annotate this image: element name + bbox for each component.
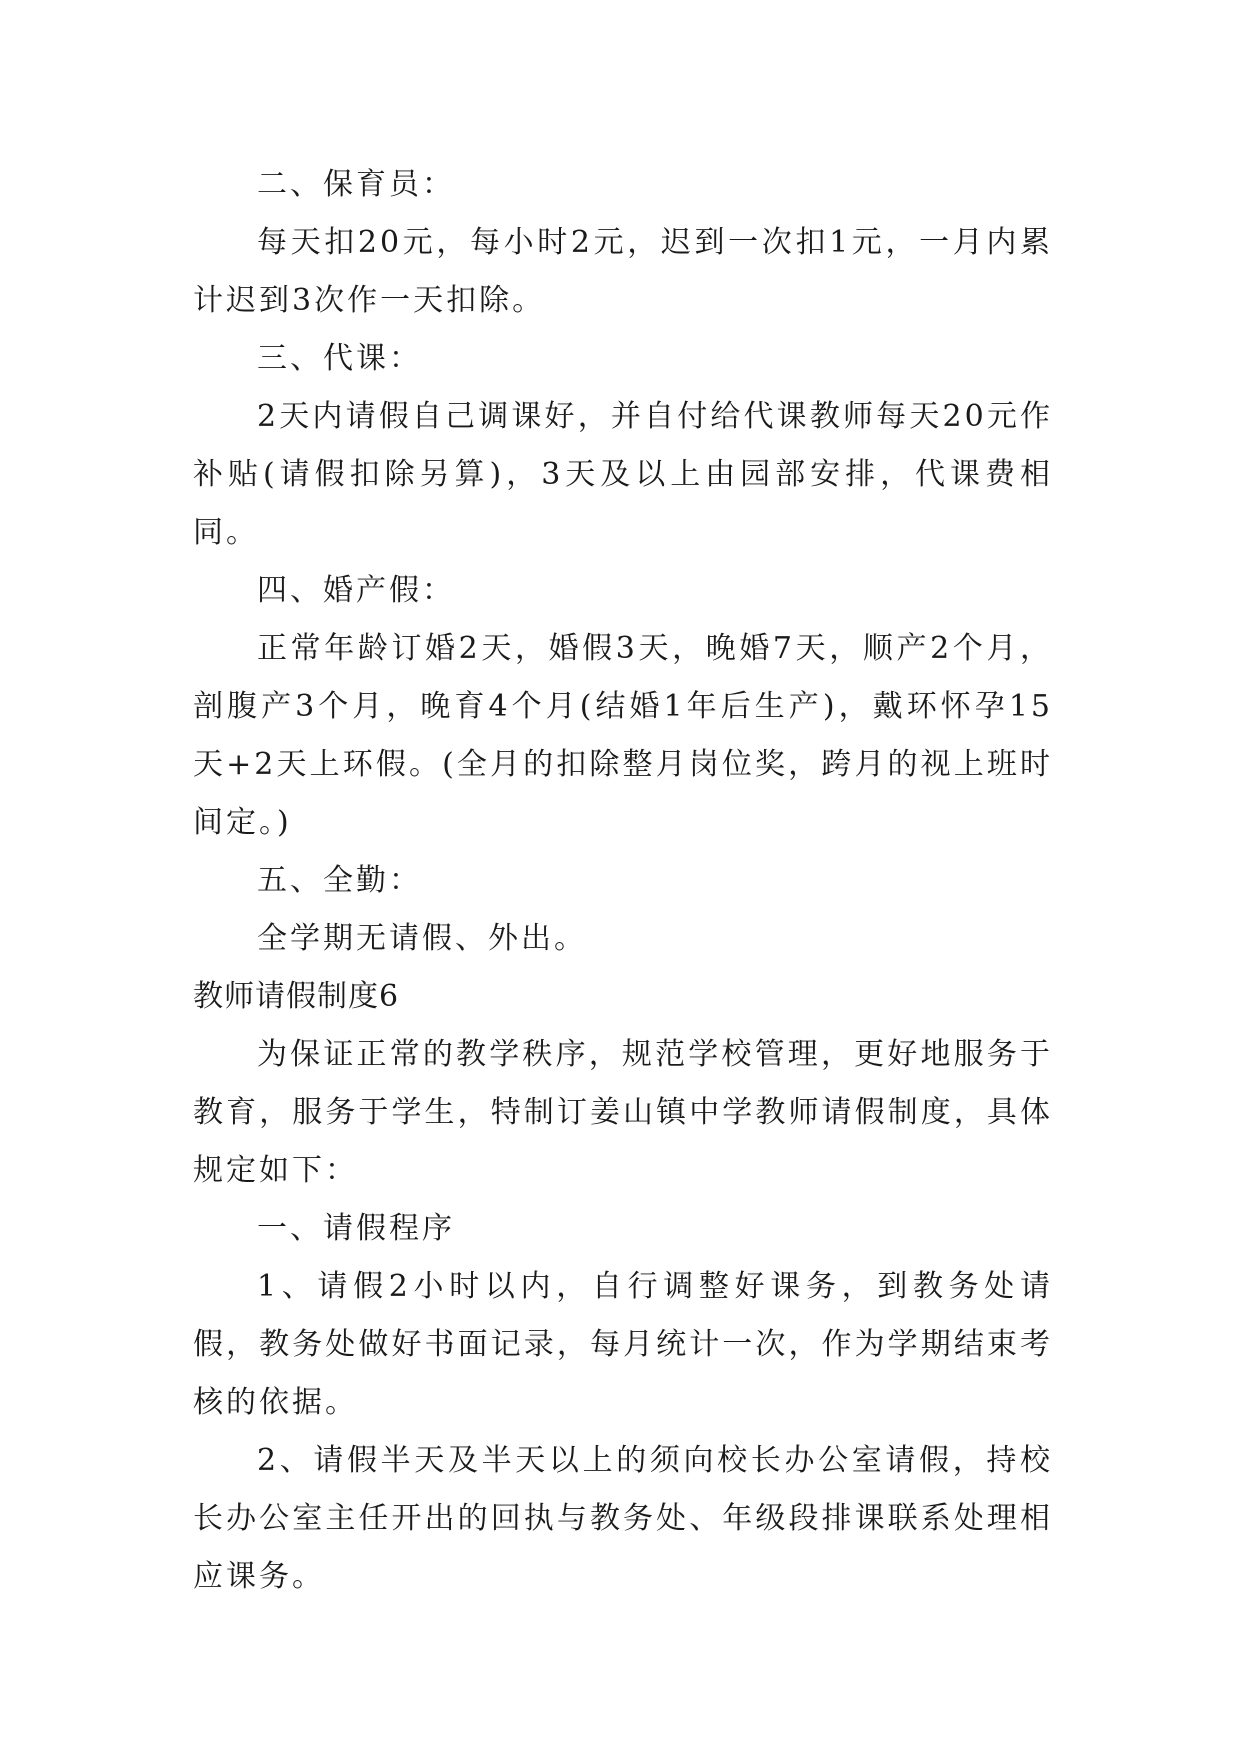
document-title: 教师请假制度6 [193, 979, 400, 1014]
paragraph-substitute-rules: 2天内请假自己调课好，并自付给代课教师每天20元作补贴(请假扣除另算)，3天及以上由园部安排，代课费相同。 [193, 399, 1053, 550]
section-heading-substitute: 三、代课： [257, 341, 422, 376]
section-heading-leave-procedure: 一、请假程序 [257, 1211, 455, 1246]
paragraph-marriage-maternity: 正常年龄订婚2天，婚假3天，晚婚7天，顺产2个月，剖腹产3个月，晚育4个月(结婚1年后生产)，戴环怀孕15天+2天上环假。(全月的扣除整月岗位奖，跨月的视上班时间定。) [193, 631, 1053, 840]
document-body [193, 156, 1053, 1606]
paragraph-procedure-item-1: 1、请假2小时以内，自行调整好课务，到教务处请假，教务处做好书面记录，每月统计一次，作为学期结束考核的依据。 [193, 1269, 1053, 1420]
paragraph-procedure-item-2: 2、请假半天及半天以上的须向校长办公室请假，持校长办公室主任开出的回执与教务处、年级段排课联系处理相应课务。 [193, 1443, 1053, 1594]
section-heading-full-attendance: 五、全勤： [257, 863, 422, 898]
paragraph-nursery-deduction: 每天扣20元，每小时2元，迟到一次扣1元，一月内累计迟到3次作一天扣除。 [193, 225, 1053, 318]
paragraph-full-attendance: 全学期无请假、外出。 [257, 921, 587, 956]
section-heading-nursery-staff: 二、保育员： [257, 167, 455, 202]
section-heading-marriage-maternity: 四、婚产假： [257, 573, 455, 608]
paragraph-intro: 为保证正常的教学秩序，规范学校管理，更好地服务于教育，服务于学生，特制订姜山镇中学教师请假制度，具体规定如下： [193, 1037, 1053, 1188]
